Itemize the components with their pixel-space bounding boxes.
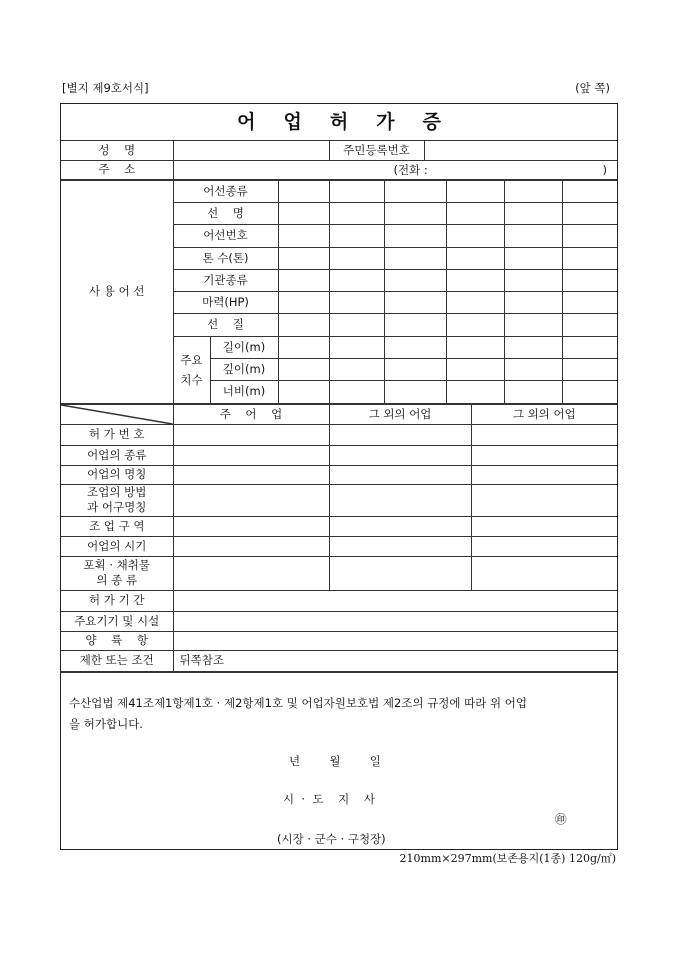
phone-label: (전화 : — [393, 162, 428, 177]
vessel-cell[interactable] — [504, 336, 562, 358]
form-number: [별지 제9호서식] — [62, 81, 149, 95]
address-field[interactable] — [173, 160, 617, 179]
single-row — [61, 650, 617, 671]
vessel-cell[interactable] — [384, 180, 446, 202]
vessel-cell[interactable] — [446, 269, 504, 291]
address-label: 주 소 — [61, 160, 173, 179]
vessel-cell[interactable] — [446, 380, 504, 403]
fishery-cell[interactable] — [173, 536, 329, 556]
fishery-row-label: 어업의 명칭 — [61, 465, 173, 484]
single-row-label: 양 륙 항 — [61, 631, 173, 650]
vessel-field-label: 기관종류 — [173, 269, 278, 291]
vessel-cell[interactable] — [562, 202, 617, 224]
vessel-cell[interactable] — [278, 358, 329, 380]
fishery-table — [61, 404, 617, 672]
issuer: 시 · 도 지 사 — [283, 791, 375, 806]
fishery-row — [61, 465, 617, 484]
fishery-cell[interactable] — [329, 445, 471, 465]
fishery-row-label: 포획 · 채취물 의 종 류 — [61, 556, 173, 590]
single-row-value[interactable] — [173, 631, 617, 650]
fishery-cell[interactable] — [471, 484, 617, 516]
vessel-cell[interactable] — [384, 380, 446, 403]
vessel-cell[interactable] — [562, 269, 617, 291]
vessel-cell[interactable] — [278, 269, 329, 291]
vessel-cell[interactable] — [329, 202, 384, 224]
fishery-cell[interactable] — [329, 424, 471, 445]
rrn-label: 주민등록번호 — [329, 141, 424, 160]
vessel-cell[interactable] — [329, 291, 384, 313]
vessel-cell[interactable] — [562, 247, 617, 269]
single-row-value[interactable]: 뒤쪽참조 — [173, 650, 617, 671]
vessel-cell[interactable] — [446, 224, 504, 247]
fishery-cell[interactable] — [329, 465, 471, 484]
single-row — [61, 611, 617, 631]
vessel-cell[interactable] — [278, 380, 329, 403]
single-row-label: 제한 또는 조건 — [61, 650, 173, 671]
vessel-cell[interactable] — [384, 291, 446, 313]
vessel-cell[interactable] — [562, 180, 617, 202]
single-row-value[interactable] — [173, 590, 617, 611]
fishery-cell[interactable] — [173, 465, 329, 484]
fishery-cell[interactable] — [329, 536, 471, 556]
vessel-field-label: 톤 수(톤) — [173, 247, 278, 269]
vessel-cell[interactable] — [562, 224, 617, 247]
fishery-cell[interactable] — [173, 516, 329, 536]
vessel-cell[interactable] — [446, 180, 504, 202]
vessel-cell[interactable] — [562, 291, 617, 313]
fishery-row — [61, 516, 617, 536]
issuer-note: (시장 · 군수 · 구청장) — [277, 831, 386, 846]
vessel-cell[interactable] — [562, 358, 617, 380]
vessel-field-label: 선 질 — [173, 313, 278, 336]
vessel-cell[interactable] — [329, 358, 384, 380]
vessel-cell[interactable] — [504, 224, 562, 247]
fishery-cell[interactable] — [471, 445, 617, 465]
vessel-cell[interactable] — [384, 202, 446, 224]
vessel-cell[interactable] — [384, 313, 446, 336]
fishery-cell[interactable] — [471, 516, 617, 536]
single-row-label: 허 가 기 간 — [61, 590, 173, 611]
single-row-label: 주요기기 및 시설 — [61, 611, 173, 631]
vessel-cell[interactable] — [329, 269, 384, 291]
vessel-cell[interactable] — [562, 336, 617, 358]
vessel-cell[interactable] — [384, 336, 446, 358]
fishery-column-header: 주 어 업 — [173, 404, 329, 424]
vessel-cell[interactable] — [329, 180, 384, 202]
single-row-value[interactable] — [173, 611, 617, 631]
dimension-field-label: 깊이(m) — [210, 358, 278, 380]
vessel-cell[interactable] — [329, 313, 384, 336]
fishery-column-header: 그 외의 어업 — [471, 404, 617, 424]
fishery-row-label: 조 업 구 역 — [61, 516, 173, 536]
fishery-row-label: 어업의 시기 — [61, 536, 173, 556]
form-title: 어업허가증 — [61, 104, 617, 141]
vessel-cell[interactable] — [504, 180, 562, 202]
statement-line2: 을 허가합니다. — [69, 716, 143, 731]
dimension-field-label: 너비(m) — [210, 380, 278, 403]
vessel-cell[interactable] — [329, 247, 384, 269]
vessel-table — [61, 180, 617, 404]
statement-line1: 수산업법 제41조제1항제1호 · 제2항제1호 및 어업자원보호법 제2조의 규정에 따라 위 어업 — [69, 695, 528, 710]
fishery-row — [61, 445, 617, 465]
fishing-license-form — [60, 103, 618, 850]
paper-spec: 210mm×297mm(보존용지(1종) 120g/㎡) — [399, 852, 616, 865]
single-row — [61, 590, 617, 611]
issue-date: 년 월 일 — [289, 753, 381, 768]
vessel-cell[interactable] — [384, 224, 446, 247]
fishery-cell[interactable] — [173, 484, 329, 516]
vessel-cell[interactable] — [329, 336, 384, 358]
vessel-cell[interactable] — [384, 247, 446, 269]
seal-mark: ㊞ — [555, 811, 567, 826]
vessel-cell[interactable] — [504, 291, 562, 313]
vessel-group-label: 사 용 어 선 — [61, 180, 173, 403]
vessel-cell[interactable] — [384, 358, 446, 380]
vessel-cell[interactable] — [562, 313, 617, 336]
fishery-row — [61, 536, 617, 556]
fishery-cell[interactable] — [471, 424, 617, 445]
vessel-cell[interactable] — [278, 202, 329, 224]
vessel-cell[interactable] — [446, 291, 504, 313]
phone-close: ) — [602, 162, 607, 177]
vessel-cell[interactable] — [446, 313, 504, 336]
vessel-cell[interactable] — [504, 380, 562, 403]
applicant-table — [61, 141, 617, 180]
fishery-cell[interactable] — [471, 536, 617, 556]
fishery-cell[interactable] — [173, 556, 329, 590]
fishery-row-label: 조업의 방법 과 어구명칭 — [61, 484, 173, 516]
vessel-cell[interactable] — [446, 336, 504, 358]
dimension-field-label: 길이(m) — [210, 336, 278, 358]
vessel-cell[interactable] — [278, 180, 329, 202]
vessel-cell[interactable] — [329, 380, 384, 403]
statement-block — [61, 672, 617, 849]
vessel-cell[interactable] — [329, 224, 384, 247]
fishery-cell[interactable] — [173, 445, 329, 465]
vessel-cell[interactable] — [504, 358, 562, 380]
rrn-field[interactable] — [424, 141, 617, 160]
vessel-cell[interactable] — [562, 380, 617, 403]
vessel-field-label: 어선종류 — [173, 180, 278, 202]
vessel-cell[interactable] — [278, 224, 329, 247]
fishery-column-header: 그 외의 어업 — [329, 404, 471, 424]
vessel-cell[interactable] — [446, 358, 504, 380]
fishery-cell[interactable] — [329, 556, 471, 590]
fishery-cell[interactable] — [471, 465, 617, 484]
page-side: (앞 쪽) — [575, 81, 610, 95]
fishery-row — [61, 556, 617, 590]
vessel-field-label: 어선번호 — [173, 224, 278, 247]
fishery-row — [61, 424, 617, 445]
vessel-cell[interactable] — [446, 247, 504, 269]
vessel-cell[interactable] — [278, 291, 329, 313]
vessel-row — [61, 180, 617, 202]
fishery-cell[interactable] — [329, 516, 471, 536]
vessel-cell[interactable] — [278, 313, 329, 336]
vessel-cell[interactable] — [504, 313, 562, 336]
vessel-cell[interactable] — [446, 202, 504, 224]
vessel-field-label: 마력(HP) — [173, 291, 278, 313]
single-row — [61, 631, 617, 650]
diagonal-header-cell — [61, 404, 173, 424]
vessel-cell[interactable] — [504, 202, 562, 224]
fishery-row — [61, 484, 617, 516]
dimension-label: 주요 치수 — [173, 336, 210, 403]
fishery-row-label: 어업의 종류 — [61, 445, 173, 465]
vessel-cell[interactable] — [504, 247, 562, 269]
vessel-cell[interactable] — [504, 269, 562, 291]
fishery-cell[interactable] — [329, 484, 471, 516]
vessel-field-label: 선 명 — [173, 202, 278, 224]
vessel-cell[interactable] — [384, 269, 446, 291]
vessel-cell[interactable] — [278, 336, 329, 358]
vessel-cell[interactable] — [278, 247, 329, 269]
fishery-cell[interactable] — [173, 424, 329, 445]
name-field[interactable] — [173, 141, 329, 160]
fishery-cell[interactable] — [471, 556, 617, 590]
name-label: 성 명 — [61, 141, 173, 160]
fishery-row-label: 허 가 번 호 — [61, 424, 173, 445]
